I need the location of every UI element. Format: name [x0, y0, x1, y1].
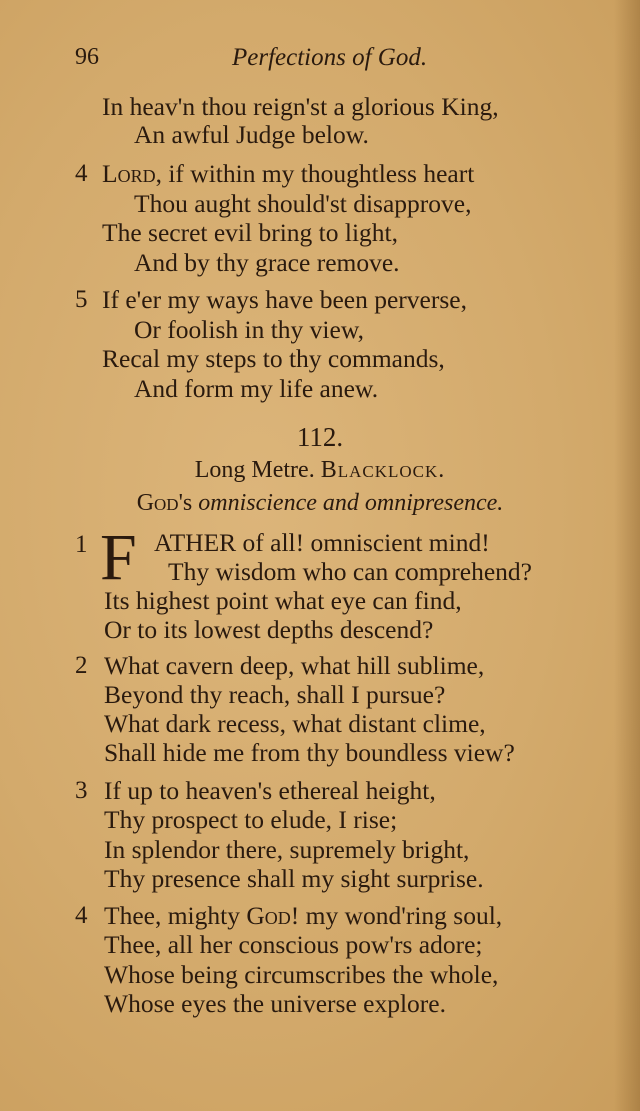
verse-line: What dark recess, what distant clime,: [104, 709, 486, 738]
stanza-number: 2: [75, 652, 88, 679]
verse-line: [104, 901, 502, 931]
stanza-number: 3: [75, 777, 88, 804]
subject-italic: omniscience and omnipresence.: [198, 490, 504, 516]
hymn-meter: Long Metre.: [194, 457, 315, 483]
running-title: Perfections of God.: [232, 44, 428, 71]
verse-line: [102, 159, 474, 189]
verse-line: If up to heaven's ethereal height,: [104, 776, 436, 805]
verse-line: Thy wisdom who can comprehend?: [168, 557, 532, 586]
stanza-number: 4: [75, 160, 88, 187]
verse-line: Recal my steps to thy commands,: [102, 344, 445, 373]
verse-line: ATHER of all! omniscient mind!: [154, 528, 490, 557]
verse-line: And by thy grace remove.: [134, 248, 400, 277]
drop-cap: F: [100, 521, 137, 594]
verse-line: Thou aught should'st disapprove,: [134, 189, 472, 218]
verse-line-text: Thee, mighty: [104, 901, 247, 930]
verse-line: The secret evil bring to light,: [102, 218, 399, 247]
verse-line: In splendor there, supremely bright,: [104, 835, 470, 864]
stanza-number: 5: [75, 286, 88, 313]
verse-line: What cavern deep, what hill sublime,: [104, 651, 485, 680]
verse-line: In heav'n thou reign'st a glorious King,: [102, 92, 499, 121]
stanza-number: 4: [75, 902, 88, 929]
page-edge-shadow: [614, 0, 640, 1111]
verse-line: If e'er my ways have been perverse,: [102, 285, 467, 314]
verse-line: And form my life anew.: [134, 374, 379, 403]
verse-line: Thee, all her conscious pow'rs adore;: [104, 930, 483, 959]
small-caps-word: God: [246, 901, 291, 930]
verse-line: Shall hide me from thy boundless view?: [104, 738, 515, 767]
verse-line-text: , if within my thoughtless heart: [155, 159, 475, 188]
verse-line-text: ! my wond'ring soul,: [290, 901, 503, 930]
verse-line: Whose eyes the universe explore.: [104, 989, 446, 1018]
verse-line: Thy prospect to elude, I rise;: [104, 805, 398, 834]
verse-line: Or foolish in thy view,: [134, 315, 364, 344]
small-caps-word: Lord: [102, 159, 156, 188]
page-number: 96: [75, 44, 99, 70]
small-caps-word: God: [136, 490, 179, 516]
running-header: [75, 44, 555, 74]
verse-line: Whose being circumscribes the whole,: [104, 960, 499, 989]
verse-line: Beyond thy reach, shall I pursue?: [104, 680, 446, 709]
subject-connector: 's: [178, 490, 199, 516]
verse-line: Thy presence shall my sight surprise.: [104, 864, 484, 893]
hymn-author: Blacklock.: [320, 457, 446, 483]
verse-line: An awful Judge below.: [134, 120, 369, 149]
hymn-meter-line: [0, 457, 640, 484]
verse-line: Or to its lowest depths descend?: [104, 615, 434, 644]
hymn-subject: [0, 490, 640, 517]
stanza-number: 1: [75, 531, 88, 558]
verse-line: Its highest point what eye can find,: [104, 586, 462, 615]
hymn-number: 112.: [296, 422, 344, 452]
